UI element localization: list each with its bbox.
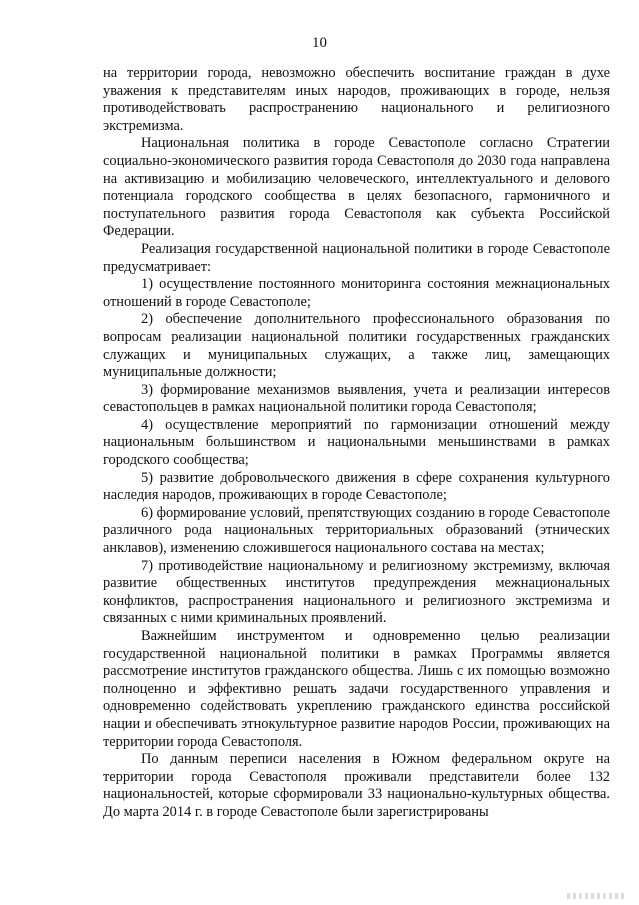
list-item-3: 3) формирование механизмов выявления, учета и реализации интересов севастопольцев в рамках национальной политики города Севастополя; bbox=[103, 381, 610, 416]
list-item-4: 4) осуществление мероприятий по гармонизации отношений между национальным большинством и национальными меньшинствами в рамках городского сообщества; bbox=[103, 416, 610, 469]
list-item-1: 1) осуществление постоянного мониторинга состояния межнациональных отношений в городе Севастополе; bbox=[103, 276, 610, 310]
paragraph-3: Реализация государственной национальной политики в городе Севастополе предусматривает: bbox=[103, 240, 610, 275]
paragraph-1: на территории города, невозможно обеспечить воспитание граждан в духе уважения к представителям иных народов, проживающих в городе, нельзя противодействовать распространению национального и религиозного экстремизма. bbox=[103, 65, 610, 134]
paragraph-2: Национальная политика в городе Севастополе согласно Стратегии социально-экономического развития города Севастополя до 2030 года направлена на активизацию и мобилизацию человеческого, интеллектуального и делового потенциала городского сообщества в целях безопасного, гармоничного и поступательного развития города Севастополя как субъекта Российской Федерации. bbox=[103, 135, 610, 240]
list-item-2: 2) обеспечение дополнительного профессионального образования по вопросам реализации национальной политики государственных гражданских служащих и муниципальных служащих, а также лиц, замещающих муниципальные должности; bbox=[103, 311, 610, 381]
scan-artifact bbox=[567, 893, 627, 899]
document-body bbox=[103, 65, 610, 822]
paragraph-4: Важнейшим инструментом и одновременно целью реализации государственной национальной политики в рамках Программы является рассмотрение институтов гражданского общества. Лишь с их помощью возможно полноценно и эффективно решать задачи государственного управления и одновременно содействовать укреплению гражданского единства российской нации и обеспечивать этнокультурное развитие народов России, проживающих на территории города Севастополя. bbox=[103, 628, 610, 750]
paragraph-5: По данным переписи населения в Южном федеральном округе на территории города Севастополя проживали представители более 132 национальностей, которые сформировали 33 национально-культурных общества. До марта 2014 г. в городе Севастополе были зарегистрированы bbox=[103, 751, 610, 820]
list-item-7: 7) противодействие национальному и религиозному экстремизму, включая развитие общественных институтов предупреждения межнациональных конфликтов, распространения национального и религиозного экстремизма и связанных с ними криминальных проявлений. bbox=[103, 557, 610, 627]
list-item-6: 6) формирование условий, препятствующих созданию в городе Севастополе различного рода национальных территориальных образований (этнических анклавов), изменению сложившегося национального состава на местах; bbox=[103, 504, 610, 557]
list-item-5: 5) развитие добровольческого движения в сфере сохранения культурного наследия народов, проживающих в городе Севастополе; bbox=[103, 469, 610, 504]
page-number: 10 bbox=[312, 35, 327, 51]
